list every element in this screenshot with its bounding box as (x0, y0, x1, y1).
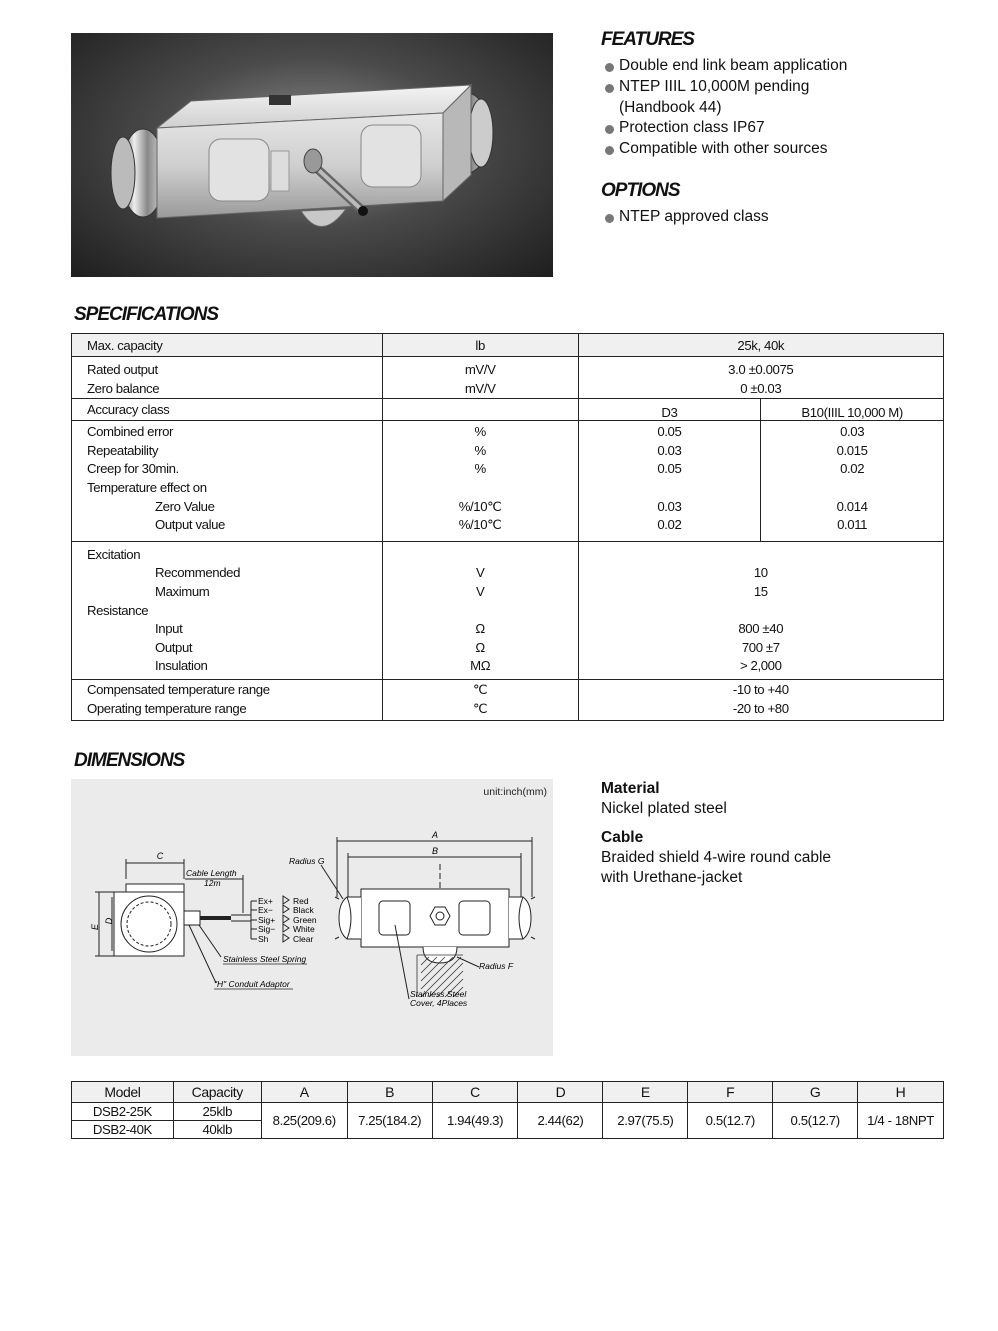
product-photo (71, 33, 553, 277)
spec-unit: % (474, 424, 486, 440)
material-block (601, 779, 941, 888)
spec-value-b10: 0.015 (836, 442, 868, 458)
spec-value: > 2,000 (739, 658, 782, 674)
column-header: C (432, 1082, 518, 1103)
spec-value: -20 to +80 (732, 700, 789, 716)
wire-color: Red (293, 896, 309, 906)
column-header: D (518, 1082, 603, 1103)
spec-unit: ℃ (472, 681, 488, 697)
dim-h-cell: 1/4 - 18NPT (858, 1103, 944, 1139)
dim-c-cell: 1.94(49.3) (432, 1103, 518, 1139)
specifications-table (71, 333, 944, 721)
spec-label: Rated output (87, 362, 158, 377)
spec-value-b10 (761, 479, 943, 498)
feature-item: NTEP IIIL 10,000M pending (604, 77, 964, 98)
spec-unit: mV/V (464, 380, 496, 396)
spec-unit: V (475, 583, 485, 599)
spec-value-b10: 0.014 (836, 498, 868, 514)
spec-sublabel: Zero Value (155, 498, 215, 514)
spec-error-row (72, 421, 944, 542)
features-list (604, 56, 964, 160)
wire-color: White (293, 924, 315, 934)
dim-d-label: D (104, 917, 114, 925)
model-table-header (72, 1082, 944, 1103)
spec-value: -10 to +40 (732, 681, 789, 697)
cover-label-line1: Stainless Steel (410, 989, 467, 999)
spec-unit (383, 479, 578, 498)
spec-unit: ℃ (472, 700, 488, 716)
dim-b-cell: 7.25(184.2) (347, 1103, 432, 1139)
accuracy-class-b10: B10(IIIL 10,000 M) (761, 399, 944, 421)
spec-value-b10: 0.011 (837, 517, 868, 533)
cable-length-label: Cable Length (186, 868, 237, 878)
spec-sublabel: Insulation (155, 658, 208, 674)
radius-f-label: Radius F (479, 961, 514, 971)
spec-value: 3.0 ±0.0075 (728, 362, 794, 377)
spec-value: 10 (753, 565, 768, 581)
spec-unit: % (474, 461, 486, 477)
adaptor-label: "H" Conduit Adaptor (214, 979, 290, 989)
accuracy-class-d3: D3 (578, 399, 761, 421)
unit-note: unit:inch(mm) (483, 786, 547, 798)
spec-value: 15 (753, 583, 768, 599)
accuracy-class-label: Accuracy class (72, 399, 383, 421)
dim-e-label: E (90, 923, 100, 931)
spec-sublabel: Maximum (155, 583, 210, 599)
material-value: Nickel plated steel (601, 800, 727, 817)
features-title: FEATURES (601, 29, 694, 50)
spec-unit: %/10℃ (458, 498, 502, 514)
spec-unit: MΩ (470, 658, 491, 674)
max-capacity-unit: lb (382, 334, 578, 357)
spring-label: Stainless Steel Spring (223, 954, 307, 964)
cable-line1: Braided shield 4-wire round cable (601, 849, 832, 866)
spec-value: 700 ±7 (741, 639, 780, 655)
cable-length-value: 12m (204, 878, 221, 888)
cable-line2: with Urethane-jacket (601, 869, 743, 886)
load-cell-illustration (71, 33, 553, 277)
spec-value-d3: 0.03 (657, 498, 682, 514)
wire-color: Green (293, 915, 317, 925)
spec-label: Repeatability (87, 442, 159, 458)
spec-unit: mV/V (464, 362, 496, 377)
column-header: A (261, 1082, 347, 1103)
column-header: Model (72, 1082, 174, 1103)
material-title: Material (601, 780, 660, 797)
capacity-cell: 25klb (173, 1103, 261, 1121)
spec-label: Combined error (87, 424, 174, 440)
option-item: NTEP approved class (604, 207, 964, 228)
spec-sublabel: Recommended (155, 565, 241, 581)
options-list (604, 207, 964, 228)
spec-unit (383, 602, 578, 621)
spec-value-d3: 0.05 (657, 461, 682, 477)
wire-signal: Ex− (258, 905, 273, 915)
spec-unit: %/10℃ (458, 517, 502, 533)
feature-item: Protection class IP67 (604, 118, 964, 139)
table-row (72, 1103, 944, 1121)
wire-color: Black (293, 905, 314, 915)
wire-signal: Sig+ (258, 915, 276, 925)
wire-legend (258, 896, 317, 944)
column-header: E (603, 1082, 688, 1103)
dim-b-label: B (431, 846, 439, 856)
spec-unit: Ω (475, 639, 485, 655)
column-header: B (347, 1082, 432, 1103)
dim-a-label: A (431, 830, 439, 840)
spec-unit (383, 546, 578, 565)
spec-unit: % (474, 442, 486, 458)
spec-value-d3: 0.05 (657, 424, 682, 440)
specifications-title: SPECIFICATIONS (74, 304, 218, 325)
spec-temperature-row (72, 679, 944, 720)
spec-value-d3: 0.03 (657, 442, 682, 458)
spec-value: 800 ±40 (738, 621, 784, 637)
model-cell: DSB2-25K (72, 1103, 174, 1121)
column-header: G (773, 1082, 858, 1103)
spec-unit: V (475, 565, 485, 581)
spec-label: Compensated temperature range (87, 681, 270, 697)
model-dimension-table (71, 1081, 944, 1139)
dimension-diagram (71, 779, 553, 1056)
capacity-cell: 40klb (173, 1121, 261, 1139)
feature-item: Compatible with other sources (604, 139, 964, 160)
wire-signal: Ex+ (258, 896, 273, 906)
feature-item: Double end link beam application (604, 56, 964, 77)
spec-label: Creep for 30min. (87, 461, 179, 477)
spec-value (579, 602, 943, 621)
dim-e-cell: 2.97(75.5) (603, 1103, 688, 1139)
dim-a-cell: 8.25(209.6) (261, 1103, 347, 1139)
column-header: H (858, 1082, 944, 1103)
spec-value (579, 546, 943, 565)
spec-header-row (72, 334, 944, 357)
dim-f-cell: 0.5(12.7) (688, 1103, 773, 1139)
model-cell: DSB2-40K (72, 1121, 174, 1139)
dim-c-label: C (156, 851, 164, 861)
radius-g-label: Radius G (289, 856, 325, 866)
dim-g-cell: 0.5(12.7) (773, 1103, 858, 1139)
feature-item-continuation: (Handbook 44) (619, 98, 722, 116)
spec-label: Temperature effect on (87, 479, 207, 495)
spec-unit: Ω (475, 621, 485, 637)
wire-signal: Sig− (258, 924, 276, 934)
spec-sublabel: Output (155, 639, 193, 655)
column-header: F (688, 1082, 773, 1103)
spec-value-b10: 0.02 (840, 461, 865, 477)
spec-electrical-row (72, 541, 944, 679)
spec-value-d3 (579, 479, 761, 498)
options-title: OPTIONS (601, 180, 680, 201)
column-header: Capacity (173, 1082, 261, 1103)
cable-title: Cable (601, 829, 644, 846)
max-capacity-label: Max. capacity (72, 334, 383, 357)
spec-value-b10: 0.03 (840, 424, 865, 440)
dim-d-cell: 2.44(62) (518, 1103, 603, 1139)
spec-label: Zero balance (87, 380, 160, 396)
spec-output-row (72, 357, 944, 399)
wire-signal: Sh (258, 934, 269, 944)
dimensions-title: DIMENSIONS (74, 750, 185, 771)
wire-color: Clear (293, 934, 314, 944)
dimension-drawing (71, 779, 553, 1056)
spec-value-d3: 0.02 (657, 517, 682, 533)
spec-label: Operating temperature range (87, 700, 247, 716)
cover-label-line2: Cover, 4Places (410, 998, 468, 1008)
spec-sublabel: Input (155, 621, 183, 637)
spec-value: 0 ±0.03 (740, 380, 782, 396)
spec-label: Resistance (87, 602, 149, 618)
spec-accuracy-row (72, 399, 944, 421)
spec-sublabel: Output value (155, 517, 225, 533)
spec-label: Excitation (87, 546, 141, 562)
max-capacity-value: 25k, 40k (578, 334, 943, 357)
